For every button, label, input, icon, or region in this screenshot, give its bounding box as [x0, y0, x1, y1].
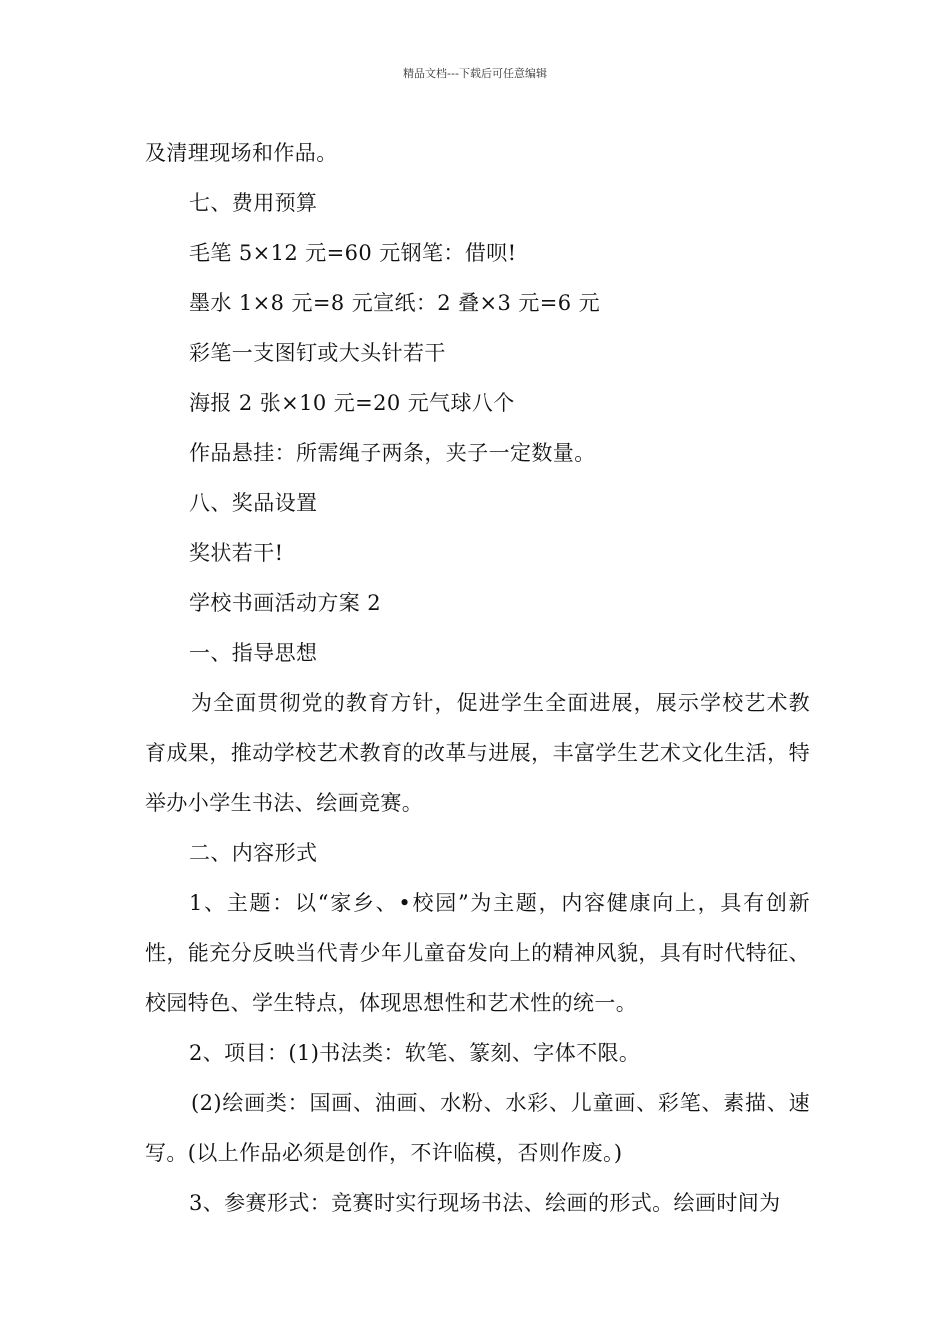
- document-subtitle: 学校书画活动方案 2: [189, 591, 382, 615]
- budget-line: 毛笔 5×12 元=60 元钢笔：借呗!: [189, 241, 517, 265]
- section-heading-prizes: 八、奖品设置: [189, 491, 318, 515]
- section-heading-budget: 七、费用预算: [189, 191, 318, 215]
- section-heading-guiding-ideology: 一、指导思想: [189, 641, 318, 665]
- paragraph: 2、项目：(1)书法类：软笔、篆刻、字体不限。: [189, 1041, 641, 1065]
- paragraph: 3、参赛形式：竞赛时实行现场书法、绘画的形式。绘画时间为: [189, 1191, 781, 1215]
- budget-line: 墨水 1×8 元=8 元宣纸：2 叠×3 元=6 元: [189, 291, 600, 315]
- page-header: 精品文档---下载后可任意编辑: [403, 67, 547, 80]
- paragraph: 1、主题：以“家乡、•校园”为主题，内容健康向上，具有创新性，能充分反映当代青少年儿童奋发向上的精神风貌，具有时代特征、校园特色、学生特点，体现思想性和艺术性的统一。: [145, 891, 810, 1015]
- paragraph: 及清理现场和作品。: [145, 141, 338, 165]
- paragraph: 为全面贯彻党的教育方针，促进学生全面进展，展示学校艺术教育成果，推动学校艺术教育的改革与进展，丰富学生艺术文化生活，特举办小学生书法、绘画竞赛。: [145, 691, 810, 815]
- paragraph: 奖状若干!: [189, 541, 284, 565]
- section-heading-content-form: 二、内容形式: [189, 841, 318, 865]
- budget-line: 作品悬挂：所需绳子两条，夹子一定数量。: [189, 441, 596, 465]
- paragraph: (2)绘画类：国画、油画、水粉、水彩、儿童画、彩笔、素描、速写。(以上作品必须是创作，不许临模，否则作废。): [145, 1091, 810, 1165]
- budget-line: 海报 2 张×10 元=20 元气球八个: [189, 391, 515, 415]
- document-body: [145, 128, 810, 1228]
- budget-line: 彩笔一支图钉或大头针若干: [189, 341, 446, 365]
